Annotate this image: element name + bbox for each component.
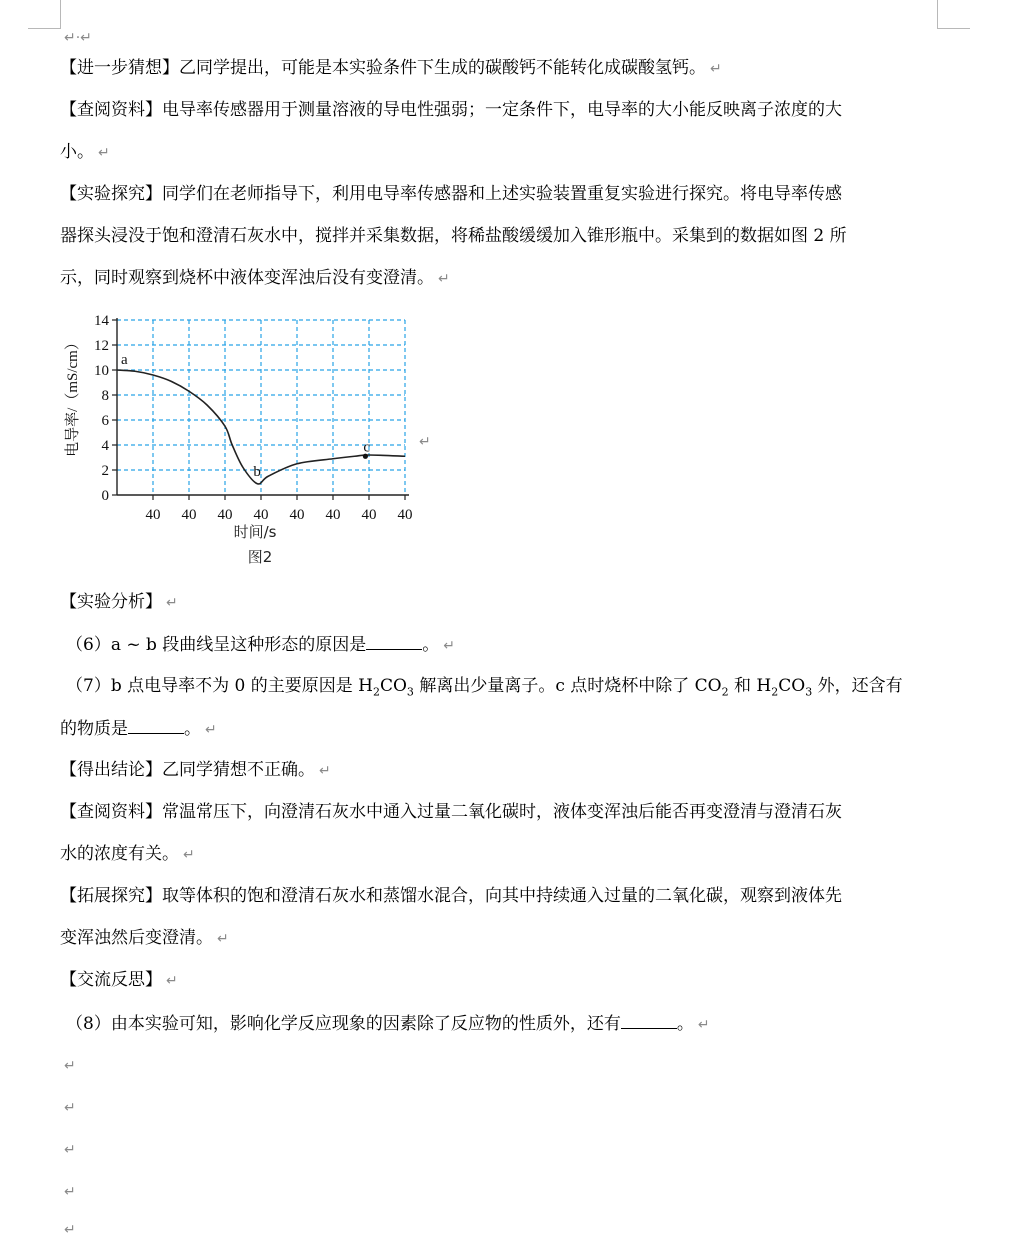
x-axis-label: 时间/s bbox=[233, 523, 277, 541]
paragraph-mark: ↵ bbox=[710, 61, 722, 77]
page-corner-mark-left bbox=[28, 0, 61, 29]
paragraph-conclusion: 【得出结论】乙同学猜想不正确。 ↵ bbox=[60, 760, 331, 780]
paragraph-experiment-line3: 示，同时观察到烧杯中液体变浑浊后没有变澄清。 ↵ bbox=[60, 268, 450, 288]
y-tick-label: 6 bbox=[101, 413, 109, 429]
y-tick-label: 12 bbox=[94, 338, 109, 354]
answer-blank-8[interactable] bbox=[621, 1012, 677, 1029]
paragraph-reflection: 【交流反思】 ↵ bbox=[60, 970, 178, 990]
question-6: （6）a ~ b 段曲线呈这种形态的原因是 。 ↵ bbox=[66, 635, 456, 655]
paragraph-mark: ↵ bbox=[166, 595, 178, 611]
chart-return-mark: ↵ bbox=[419, 434, 431, 450]
empty-paragraph: ↵ bbox=[64, 1184, 76, 1200]
paragraph-reference-1-line1: 【查阅资料】电导率传感器用于测量溶液的导电性强弱；一定条件下，电导率的大小能反映离子浓度的大 bbox=[60, 100, 842, 120]
page-corner-mark-right bbox=[937, 0, 970, 29]
paragraph-experiment-line2: 器探头浸没于饱和澄清石灰水中，搅拌并采集数据，将稀盐酸缓缓加入锥形瓶中。采集到的数据如图 2 所 bbox=[60, 226, 847, 246]
y-axis-ticks bbox=[94, 313, 117, 504]
paragraph-reference-2-line2: 水的浓度有关。 ↵ bbox=[60, 844, 195, 864]
paragraph-reference-2-line1: 【查阅资料】常温常压下，向澄清石灰水中通入过量二氧化碳时，液体变浑浊后能否再变澄清与澄清石灰 bbox=[60, 802, 842, 822]
y-axis-label: 电导率/（mS/cm） bbox=[65, 335, 81, 457]
x-tick-label: 40 bbox=[289, 507, 305, 523]
answer-blank-7[interactable] bbox=[128, 717, 184, 734]
paragraph-extension-line2: 变浑浊然后变澄清。 ↵ bbox=[60, 928, 229, 948]
point-label-b: b bbox=[253, 463, 261, 480]
y-tick-label: 4 bbox=[101, 438, 109, 454]
y-tick-label: 8 bbox=[101, 388, 109, 404]
paragraph-further-hypothesis: 【进一步猜想】乙同学提出，可能是本实验条件下生成的碳酸钙不能转化成碳酸氢钙。 ↵ bbox=[60, 58, 722, 78]
paragraph-mark: ↵ bbox=[183, 847, 195, 863]
answer-blank-6[interactable] bbox=[366, 633, 422, 650]
paragraph-reference-1-line2: 小。 ↵ bbox=[60, 142, 110, 162]
empty-paragraph: ↵ bbox=[64, 1222, 76, 1238]
y-tick-label: 2 bbox=[101, 463, 109, 479]
x-tick-label: 40 bbox=[145, 507, 161, 523]
x-axis-ticks bbox=[146, 495, 413, 523]
paragraph-mark: ↵ bbox=[166, 973, 178, 989]
empty-paragraph: ↵ bbox=[64, 1100, 76, 1116]
x-tick-label: 40 bbox=[217, 507, 233, 523]
x-tick-label: 40 bbox=[397, 507, 413, 523]
x-tick-label: 40 bbox=[253, 507, 269, 523]
paragraph-mark: ↵ bbox=[319, 763, 331, 779]
y-tick-label: 14 bbox=[94, 313, 109, 329]
paragraph-mark: ↵ bbox=[443, 638, 456, 654]
x-tick-label: 40 bbox=[325, 507, 341, 523]
figure-caption: 图2 bbox=[247, 548, 273, 566]
y-tick-label: 10 bbox=[94, 363, 109, 379]
paragraph-extension-line1: 【拓展探究】取等体积的饱和澄清石灰水和蒸馏水混合，向其中持续通入过量的二氧化碳，观察到液体先 bbox=[60, 886, 842, 906]
paragraph-analysis: 【实验分析】 ↵ bbox=[60, 592, 178, 612]
question-7-line1: （7）b 点电导率不为 0 的主要原因是 $H_2CO_3$ 解离出少量离子。c 点时烧杯中除了 $CO_2$ 和 $H_2CO_3$ 外，还含有 bbox=[66, 676, 903, 699]
paragraph-mark: ↵ bbox=[205, 722, 217, 738]
paragraph-mark: ↵ bbox=[217, 931, 229, 947]
paragraph-experiment-line1: 【实验探究】同学们在老师指导下，利用电导率传感器和上述实验装置重复实验进行探究。将电导率传感 bbox=[60, 184, 842, 204]
y-tick-label: 0 bbox=[101, 488, 109, 504]
empty-paragraph: ↵ bbox=[64, 1058, 76, 1074]
question-8: （8）由本实验可知，影响化学反应现象的因素除了反应物的性质外，还有 。 ↵ bbox=[66, 1014, 710, 1034]
question-7-line2: 的物质是 。 ↵ bbox=[60, 719, 217, 739]
chart-grid bbox=[117, 320, 405, 495]
paragraph-mark: ↵ bbox=[697, 1017, 710, 1033]
top-return-marks: ↵·↵ bbox=[64, 30, 92, 46]
empty-paragraph: ↵ bbox=[64, 1142, 76, 1158]
conductivity-chart bbox=[55, 308, 455, 578]
x-tick-label: 40 bbox=[181, 507, 197, 523]
paragraph-mark: ↵ bbox=[438, 271, 450, 287]
point-label-a: a bbox=[121, 352, 128, 368]
point-label-c: c bbox=[363, 439, 371, 456]
x-tick-label: 40 bbox=[361, 507, 377, 523]
paragraph-mark: ↵ bbox=[98, 145, 110, 161]
